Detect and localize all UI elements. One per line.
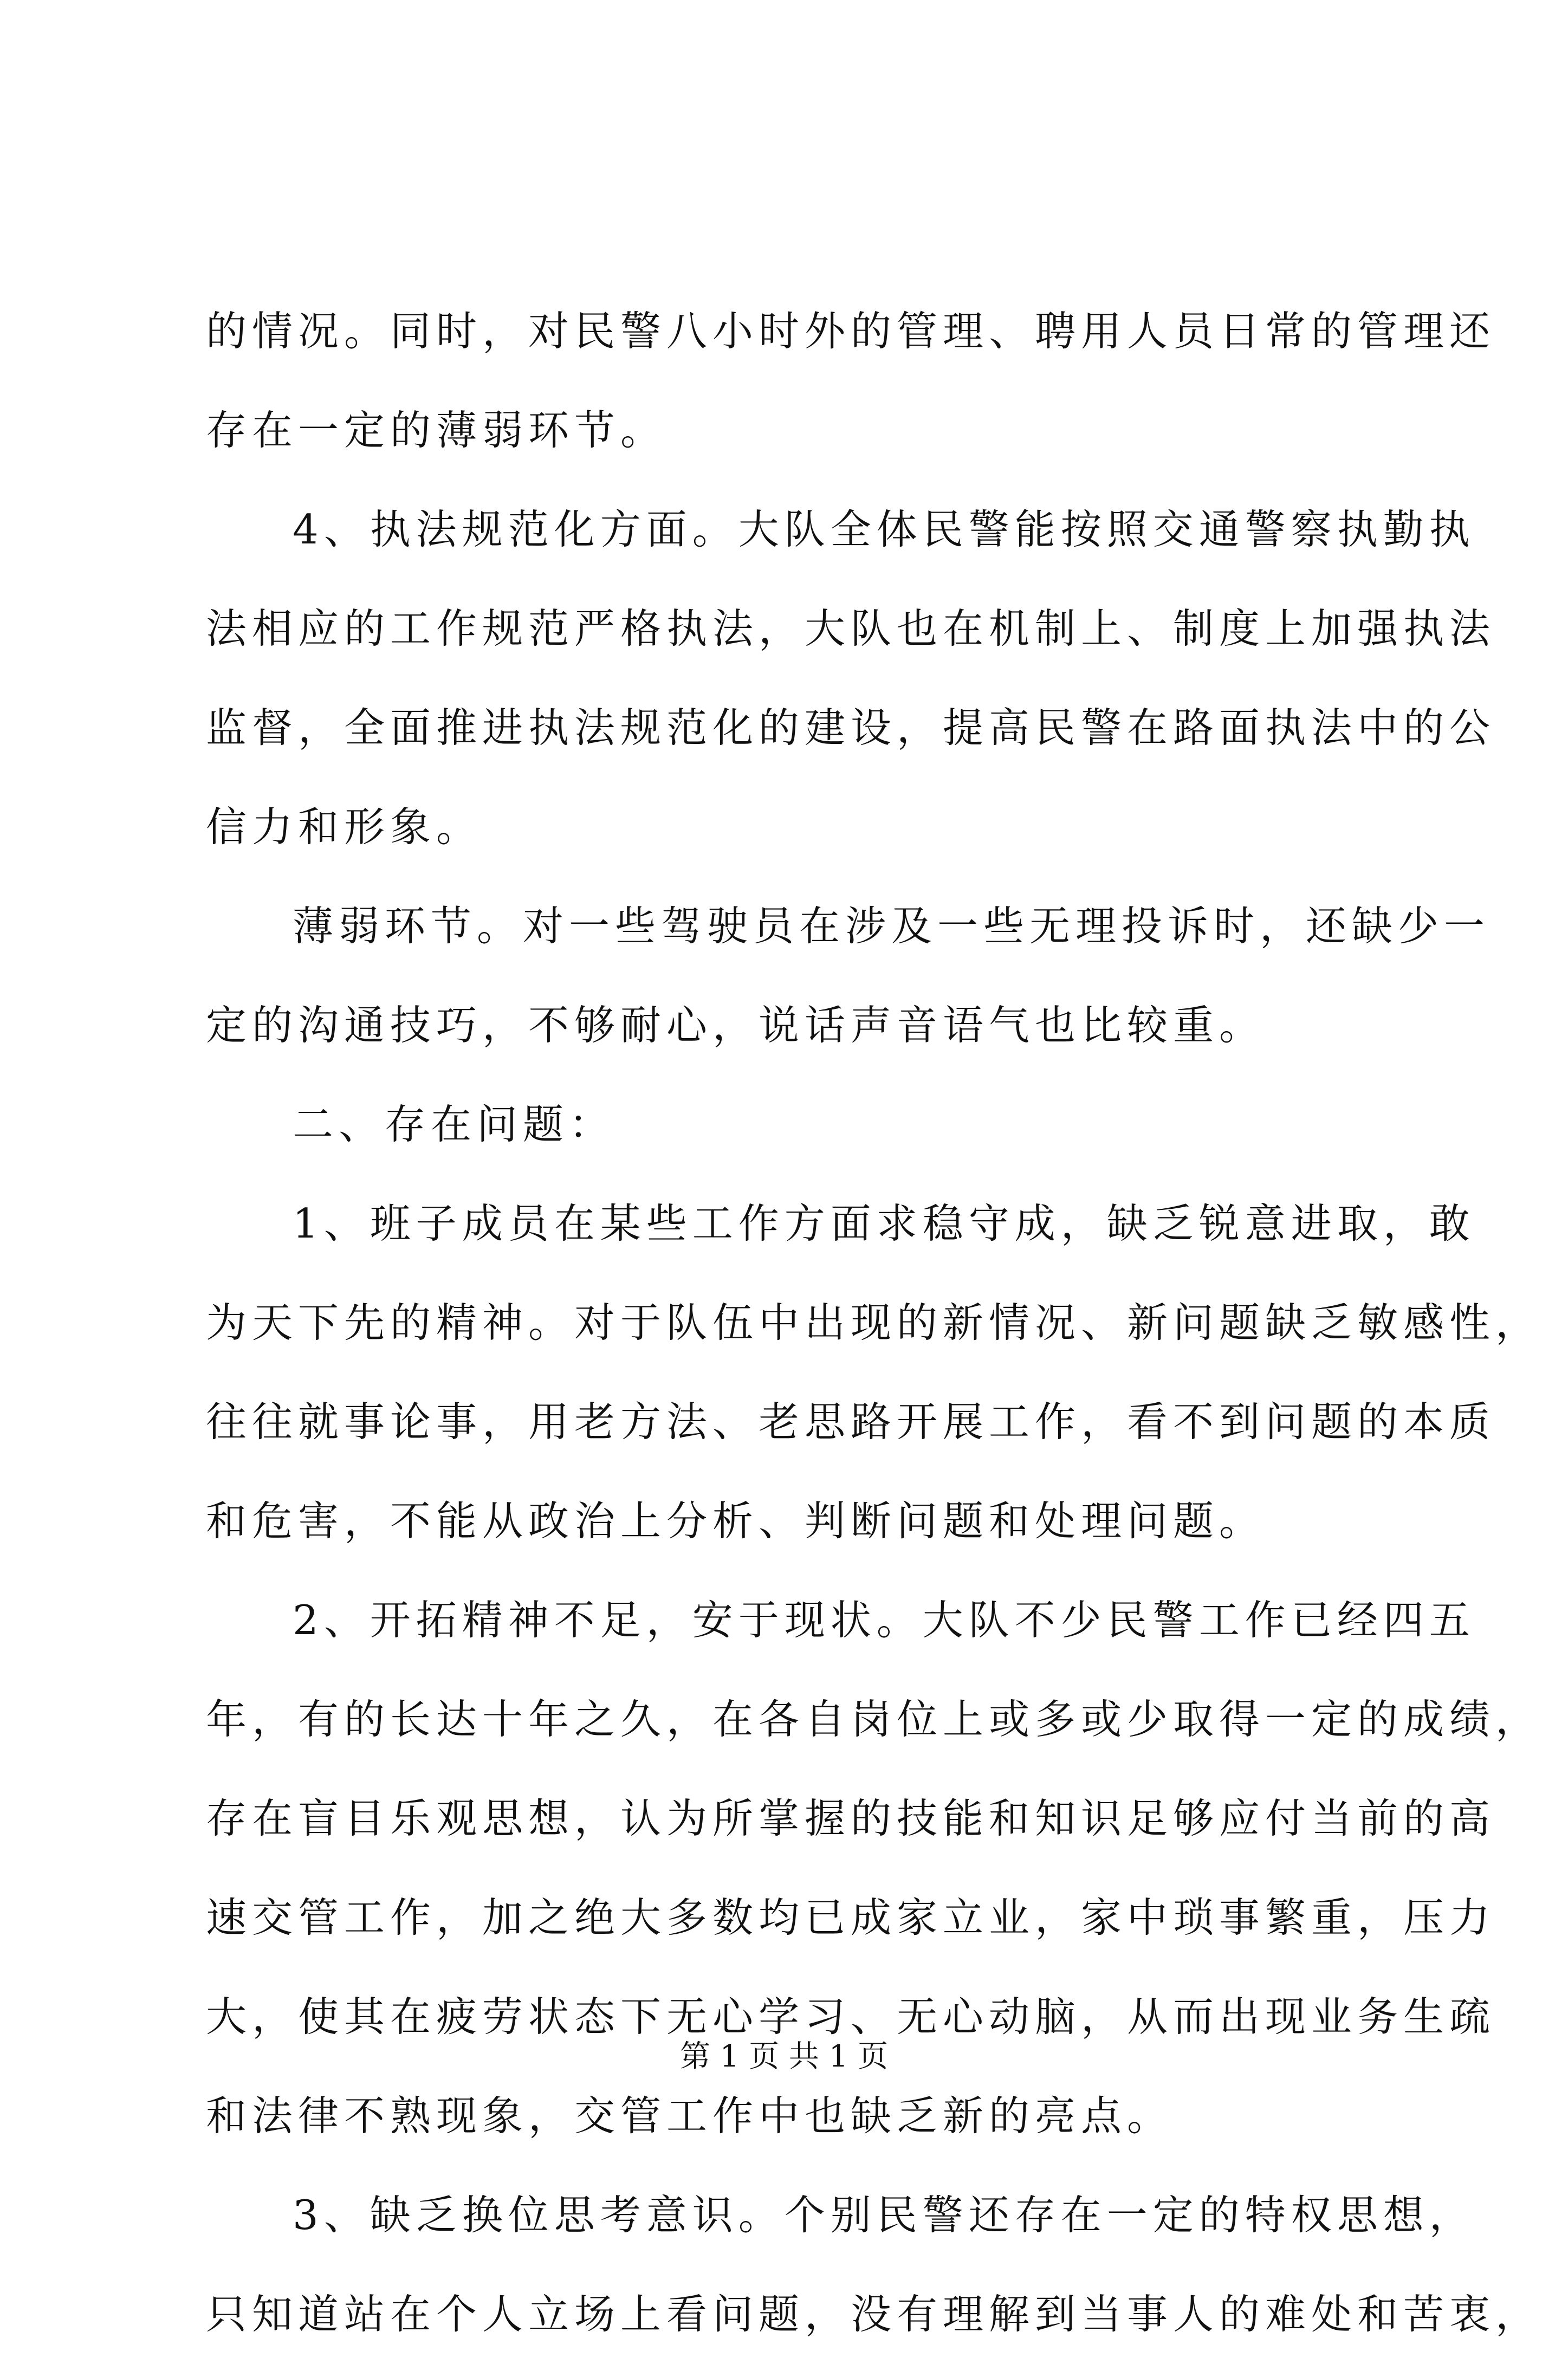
text-line: 4、执法规范化方面。大队全体民警能按照交通警察执勤执: [293, 506, 1475, 553]
text-line: 大，使其在疲劳状态下无心学习、无心动脑，从而出现业务生疏: [206, 1993, 1496, 2041]
text-line: 薄弱环节。对一些驾驶员在涉及一些无理投诉时，还缺少一: [293, 902, 1491, 950]
text-line: 速交管工作，加之绝大多数均已成家立业，家中琐事繁重，压力: [206, 1894, 1496, 1941]
section-heading: 二、存在问题：: [293, 1100, 615, 1148]
text-line: 定的沟通技巧，不够耐心，说话声音语气也比较重。: [206, 1001, 1266, 1049]
text-line: 2、开拓精神不足，安于现状。大队不少民警工作已经四五: [293, 1596, 1475, 1644]
text-line: 往往就事论事，用老方法、老思路开展工作，看不到问题的本质: [206, 1398, 1496, 1446]
text-line: 年，有的长达十年之久，在各自岗位上或多或少取得一定的成绩，: [206, 1695, 1542, 1743]
text-line: 法相应的工作规范严格执法，大队也在机制上、制度上加强执法: [206, 605, 1496, 652]
text-line: 和法律不熟现象，交管工作中也缺乏新的亮点。: [206, 2092, 1174, 2140]
text-line: 监督，全面推进执法规范化的建设，提高民警在路面执法中的公: [206, 704, 1496, 752]
text-line: 为天下先的精神。对于队伍中出现的新情况、新问题缺乏敏感性，: [206, 1299, 1542, 1346]
text-line: 只知道站在个人立场上看问题，没有理解到当事人的难处和苦衷，: [206, 2290, 1542, 2338]
text-line: 存在一定的薄弱环节。: [206, 406, 667, 454]
text-line: 存在盲目乐观思想，认为所掌握的技能和知识足够应付当前的高: [206, 1795, 1496, 1842]
text-line: 的情况。同时，对民警八小时外的管理、聘用人员日常的管理还: [206, 307, 1496, 355]
page-number-footer: 第 1 页 共 1 页: [679, 2039, 889, 2074]
text-line: 信力和形象。: [206, 803, 483, 851]
text-line: 1、班子成员在某些工作方面求稳守成，缺乏锐意进取，敢: [293, 1200, 1475, 1247]
text-line: 3、缺乏换位思考意识。个别民警还存在一定的特权思想，: [293, 2191, 1475, 2239]
text-line: 和危害，不能从政治上分析、判断问题和处理问题。: [206, 1497, 1266, 1545]
